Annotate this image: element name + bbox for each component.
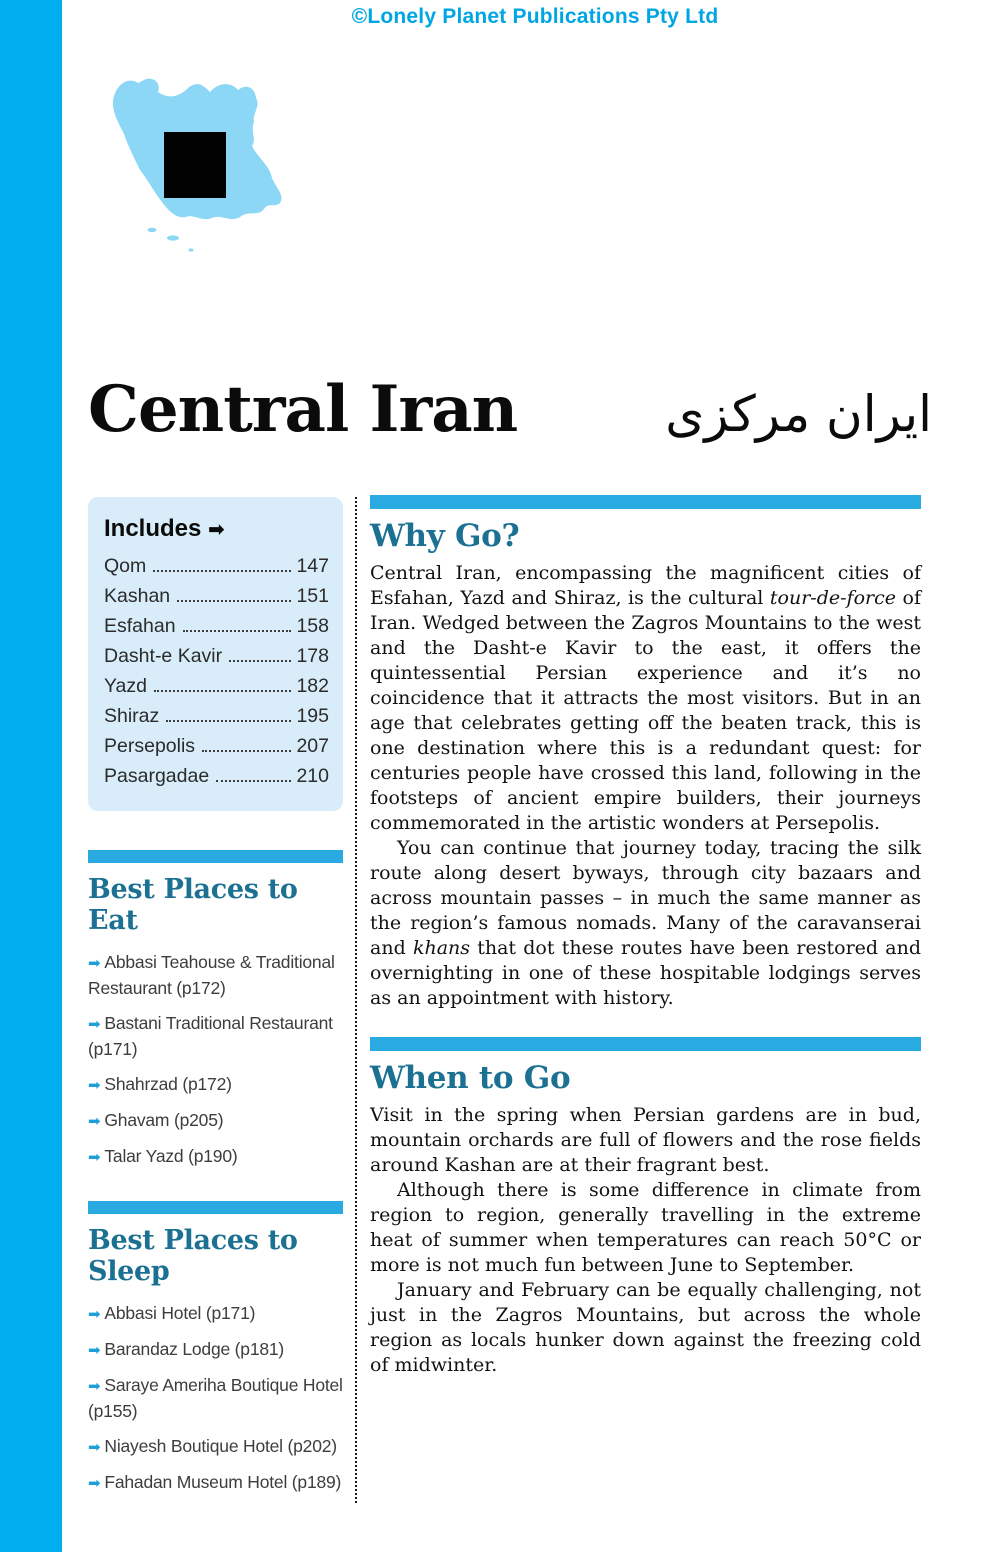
includes-row [104,581,329,611]
sleep-item-label: Niayesh Boutique Hotel (p202) [104,1436,337,1457]
includes-row [104,701,329,731]
eat-item-label: Bastani Traditional Restaurant (p171) [88,1013,333,1060]
includes-page-number: 151 [296,585,329,607]
sidebar-column [88,497,343,1506]
eat-item-label: Abbasi Teahouse & Traditional Restaurant (p172) [88,952,335,999]
dotted-leader [229,660,291,662]
arrow-bullet-icon: ➡ [88,1377,101,1396]
italic-term: tour-de-force [769,587,896,609]
dotted-leader [202,750,291,752]
when-to-go-paragraph: Visit in the spring when Persian gardens are in bud, mountain orchards are full of flowers and the rose fields around Kashan are at their fragrant best. [370,1104,921,1176]
paragraph-text: Central Iran, encompassing the magnificent cities of Esfahan, Yazd and Shiraz, is the cultural [370,562,921,609]
arrow-bullet-icon: ➡ [88,1341,101,1360]
includes-place: Dasht-e Kavir [104,645,223,667]
arrow-bullet-icon: ➡ [88,1015,101,1034]
eat-list-item [88,1108,343,1134]
central-iran-highlight-square [164,132,226,198]
includes-page-number: 158 [296,615,329,637]
paragraph-text: You can continue that journey today, tracing the silk route along desert byways, through city bazaars and across mountain passes – in much the same manner as the region’s famous nomads. Many of the caravanserai and [370,837,921,959]
gulf-island [148,228,157,232]
when-to-go-paragraph: January and February can be equally challenging, not just in the Zagros Mountains, but across the whole region as locals hunker down against the freezing cold of midwinter. [370,1279,921,1376]
includes-page-number: 178 [296,645,329,667]
section-divider-bar [88,1201,343,1214]
includes-place: Persepolis [104,735,196,757]
italic-term: khans [412,937,471,959]
sleep-item-label: Fahadan Museum Hotel (p189) [104,1472,342,1493]
eat-item-label: Ghavam (p205) [104,1110,224,1131]
when-to-go-paragraph: Although there is some difference in climate from region to region, generally travelling in the extreme heat of summer when temperatures can reach 50°C or more is not much fun between June to September. [370,1179,921,1276]
includes-place: Shiraz [104,705,160,727]
includes-heading-label: Includes [104,515,202,542]
chapter-title: Central Iran [88,372,518,447]
arrow-bullet-icon: ➡ [88,954,101,973]
sleep-list-item [88,1337,343,1363]
eat-item-label: Talar Yazd (p190) [104,1146,238,1167]
includes-place: Qom [104,555,147,577]
includes-row [104,641,329,671]
dotted-leader [154,690,291,692]
includes-row [104,671,329,701]
main-column [370,495,921,1378]
best-places-to-sleep-heading: Best Places to Sleep [88,1225,298,1288]
sleep-item-label: Barandaz Lodge (p181) [104,1339,285,1360]
paragraph-text: of Iran. Wedged between the Zagros Mountains to the west and the Dasht-e Kavir to the east, it offers the quintessential Persian experience and it’s no coincidence that it attracts the most visitors. But in an age that celebrates getting off the beaten track, this is one destination where this is a redundant quest: for centuries people have crossed this land, following in the footsteps of ancient empire builders, their journeys commemorated in the artistic wonders at Persepolis. [370,587,921,834]
gulf-island [188,248,193,251]
best-places-to-eat-section [88,850,343,1170]
section-divider-bar [370,495,921,509]
why-go-heading: Why Go? [370,518,520,554]
iran-map-graphic [100,70,296,270]
iran-locator-map [100,70,296,270]
why-go-paragraph [370,836,921,1011]
includes-row [104,731,329,761]
includes-place: Pasargadae [104,765,210,787]
arrow-bullet-icon: ➡ [88,1474,101,1493]
chapter-title-row [88,372,932,447]
chapter-title-farsi: ایران مرکزی [665,385,932,443]
dotted-leader [166,720,291,722]
includes-row [104,551,329,581]
when-to-go-heading: When to Go [370,1060,571,1096]
best-places-to-sleep-section [88,1201,343,1496]
sleep-item-label: Abbasi Hotel (p171) [104,1303,256,1324]
sleep-list-item [88,1301,343,1327]
includes-page-number: 207 [296,735,329,757]
arrow-bullet-icon: ➡ [88,1148,101,1167]
includes-page-number: 210 [296,765,329,787]
gulf-island [167,235,179,240]
arrow-bullet-icon: ➡ [88,1112,101,1131]
arrow-bullet-icon: ➡ [88,1305,101,1324]
eat-list-item [88,1144,343,1170]
includes-arrow-icon: ➡ [208,517,225,541]
includes-page-number: 195 [296,705,329,727]
includes-box [88,497,343,811]
copyright-line: ©Lonely Planet Publications Pty Ltd [351,5,719,28]
best-places-to-eat-heading: Best Places to Eat [88,874,298,937]
page-edge-color-strip [0,0,62,1552]
sleep-list-item [88,1470,343,1496]
includes-heading [104,515,329,543]
why-go-paragraph [370,561,921,836]
sleep-item-label: Saraye Ameriha Boutique Hotel (p155) [88,1375,343,1422]
section-divider-bar [88,850,343,863]
when-to-go-section [370,1037,921,1378]
arrow-bullet-icon: ➡ [88,1438,101,1457]
dotted-leader [216,780,291,782]
dotted-leader [177,600,291,602]
dotted-leader [153,570,291,572]
includes-row [104,761,329,791]
sleep-list-item [88,1373,343,1424]
section-divider-bar [370,1037,921,1051]
eat-list-item [88,950,343,1001]
arrow-bullet-icon: ➡ [88,1076,101,1095]
includes-place: Yazd [104,675,147,697]
includes-place: Kashan [104,585,171,607]
eat-list-item [88,1072,343,1098]
includes-place: Esfahan [104,615,176,637]
sleep-list-item [88,1434,343,1460]
eat-list-item [88,1011,343,1062]
paragraph-text: that dot these routes have been restored and overnighting in one of these hospitable lodgings serves as an appointment with history. [370,937,921,1009]
includes-row [104,611,329,641]
includes-page-number: 182 [296,675,329,697]
column-divider [355,497,357,1503]
includes-page-number: 147 [296,555,329,577]
eat-item-label: Shahrzad (p172) [104,1074,232,1095]
dotted-leader [183,630,292,632]
